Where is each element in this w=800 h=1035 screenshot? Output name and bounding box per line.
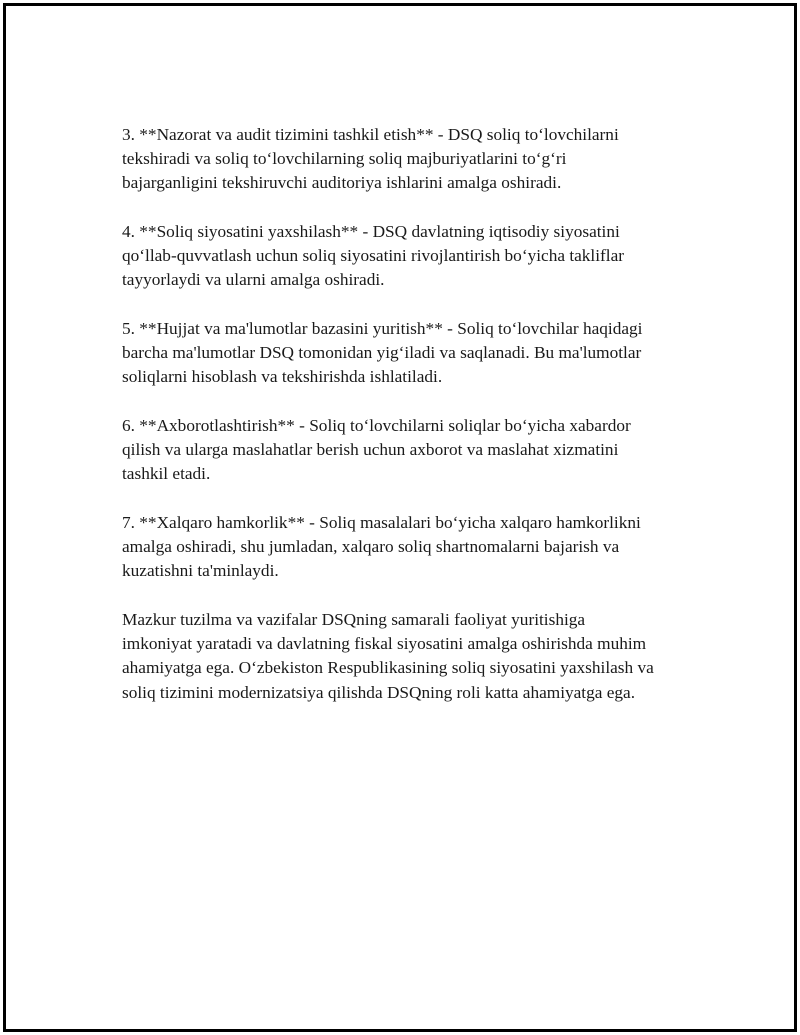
text-line: qo‘llab-quvvatlash uchun soliq siyosatini rivojlantirish bo‘yicha takliflar bbox=[122, 246, 625, 266]
paragraph-conclusion bbox=[122, 608, 712, 705]
text-line: tayyorlaydi va ularni amalga oshiradi. bbox=[122, 270, 385, 290]
paragraph-item-6 bbox=[122, 414, 712, 487]
paragraph-item-4 bbox=[122, 220, 712, 293]
text-line: bajarganligini tekshiruvchi auditoriya ishlarini amalga oshiradi. bbox=[122, 173, 562, 193]
document-body bbox=[122, 123, 712, 729]
text-line: barcha ma'lumotlar DSQ tomonidan yig‘iladi va saqlanadi. Bu ma'lumotlar bbox=[122, 343, 642, 363]
text-line: 5. **Hujjat va ma'lumotlar bazasini yuritish** - Soliq to‘lovchilar haqidagi bbox=[122, 319, 643, 338]
paragraph-item-3 bbox=[122, 123, 712, 196]
text-line: amalga oshiradi, shu jumladan, xalqaro soliq shartnomalarni bajarish va bbox=[122, 537, 620, 557]
text-line: 4. **Soliq siyosatini yaxshilash** - DSQ davlatning iqtisodiy siyosatini bbox=[122, 222, 620, 241]
text-line: qilish va ularga maslahatlar berish uchun axborot va maslahat xizmatini bbox=[122, 440, 619, 460]
text-line: tekshiradi va soliq to‘lovchilarning soliq majburiyatlarini to‘g‘ri bbox=[122, 149, 567, 169]
page-frame bbox=[3, 3, 797, 1032]
text-line: 6. **Axborotlashtirish** - Soliq to‘lovchilarni soliqlar bo‘yicha xabardor bbox=[122, 416, 631, 435]
paragraph-item-7 bbox=[122, 511, 712, 584]
text-line: soliqlarni hisoblash va tekshirishda ishlatiladi. bbox=[122, 367, 443, 387]
text-line: Mazkur tuzilma va vazifalar DSQning samarali faoliyat yuritishiga bbox=[122, 610, 586, 629]
text-line: ahamiyatga ega. O‘zbekiston Respublikasining soliq siyosatini yaxshilash va bbox=[122, 658, 654, 678]
paragraph-item-5 bbox=[122, 317, 712, 390]
text-line: soliq tizimini modernizatsiya qilishda DSQning roli katta ahamiyatga ega. bbox=[122, 682, 636, 702]
text-line: kuzatishni ta'minlaydi. bbox=[122, 561, 279, 581]
text-line: 7. **Xalqaro hamkorlik** - Soliq masalalari bo‘yicha xalqaro hamkorlikni bbox=[122, 513, 641, 532]
text-line: tashkil etadi. bbox=[122, 464, 211, 484]
text-line: 3. **Nazorat va audit tizimini tashkil etish** - DSQ soliq to‘lovchilarni bbox=[122, 125, 619, 144]
text-line: imkoniyat yaratadi va davlatning fiskal siyosatini amalga oshirishda muhim bbox=[122, 634, 647, 654]
